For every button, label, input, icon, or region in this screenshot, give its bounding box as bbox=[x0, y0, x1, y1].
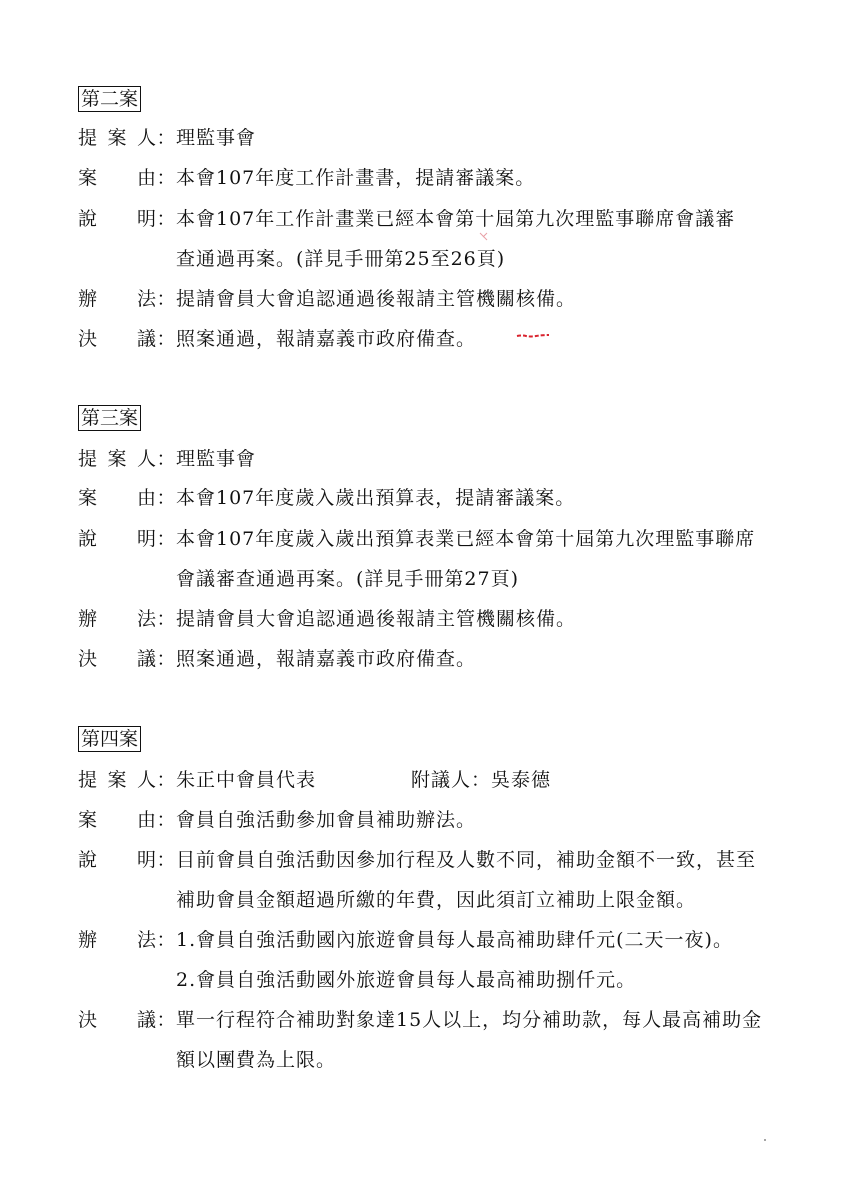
explain-label bbox=[78, 205, 156, 233]
colon: ： bbox=[156, 487, 176, 509]
resolution-label bbox=[78, 645, 156, 673]
label-char: 明 bbox=[136, 849, 156, 871]
colon: ： bbox=[156, 448, 176, 470]
explain-line-1: 目前會員自強活動因參加行程及人數不同，補助金額不一致，甚至 bbox=[176, 849, 757, 871]
explain-label bbox=[78, 525, 156, 553]
explain-line-2: 補助會員金額超過所繳的年費，因此須訂立補助上限金額。 bbox=[176, 889, 697, 911]
proposer-label bbox=[78, 766, 156, 794]
label-char: 決 bbox=[78, 328, 98, 350]
proposer-label bbox=[78, 124, 156, 152]
reason-label bbox=[78, 484, 156, 512]
label-char: 由 bbox=[136, 487, 156, 509]
label-char: 人 bbox=[136, 127, 156, 149]
seconder-value: 附議人：吳泰德 bbox=[411, 769, 552, 791]
colon: ： bbox=[156, 167, 176, 189]
faint-red-check-mark bbox=[478, 230, 490, 242]
explain-label bbox=[78, 846, 156, 874]
label-char: 案 bbox=[78, 809, 98, 831]
resolution-line-1: 照案通過，報請嘉義市政府備查。 bbox=[176, 328, 477, 350]
label-char: 案 bbox=[107, 127, 127, 149]
resolution-line-2: 額以團費為上限。 bbox=[176, 1049, 337, 1071]
proposer-value: 理監事會 bbox=[176, 448, 257, 470]
label-char: 說 bbox=[78, 528, 98, 550]
label-char: 提 bbox=[78, 448, 98, 470]
reason-label bbox=[78, 164, 156, 192]
label-char: 議 bbox=[136, 648, 156, 670]
colon: ： bbox=[156, 288, 176, 310]
colon: ： bbox=[156, 849, 176, 871]
resolution-label bbox=[78, 1006, 156, 1034]
resolution-label bbox=[78, 325, 156, 353]
colon: ： bbox=[156, 648, 176, 670]
colon: ： bbox=[156, 208, 176, 230]
label-char: 決 bbox=[78, 1009, 98, 1031]
colon: ： bbox=[156, 929, 176, 951]
label-char: 議 bbox=[136, 328, 156, 350]
label-char: 由 bbox=[136, 167, 156, 189]
method-line-1: 1.會員自強活動國內旅遊會員每人最高補助肆仟元(二天一夜)。 bbox=[176, 929, 733, 951]
label-char: 辦 bbox=[78, 288, 98, 310]
method-label bbox=[78, 926, 156, 954]
method-line-2: 2.會員自強活動國外旅遊會員每人最高補助捌仟元。 bbox=[176, 969, 637, 991]
reason-value: 本會107年度工作計畫書，提請審議案。 bbox=[176, 167, 536, 189]
label-char: 說 bbox=[78, 208, 98, 230]
label-char: 法 bbox=[136, 608, 156, 630]
label-char: 提 bbox=[78, 127, 98, 149]
reason-value: 本會107年度歲入歲出預算表，提請審議案。 bbox=[176, 487, 576, 509]
scan-dot bbox=[764, 1139, 766, 1141]
case-title: 第三案 bbox=[78, 405, 141, 431]
label-char: 決 bbox=[78, 648, 98, 670]
label-char: 由 bbox=[136, 809, 156, 831]
label-char: 辦 bbox=[78, 929, 98, 951]
label-char: 人 bbox=[136, 448, 156, 470]
label-char: 辦 bbox=[78, 608, 98, 630]
label-char: 說 bbox=[78, 849, 98, 871]
explain-line-2: 會議審查通過再案。(詳見手冊第27頁) bbox=[176, 568, 520, 590]
case-title: 第二案 bbox=[78, 86, 141, 112]
proposer-value: 理監事會 bbox=[176, 127, 257, 149]
label-char: 明 bbox=[136, 208, 156, 230]
method-label bbox=[78, 285, 156, 313]
colon: ： bbox=[156, 1009, 176, 1031]
reason-value: 會員自強活動參加會員補助辦法。 bbox=[176, 809, 477, 831]
red-ink-mark bbox=[516, 334, 550, 338]
explain-line-1: 本會107年工作計畫業已經本會第十屆第九次理監事聯席會議審 bbox=[176, 208, 736, 230]
colon: ： bbox=[156, 809, 176, 831]
explain-line-1: 本會107年度歲入歲出預算表業已經本會第十屆第九次理監事聯席 bbox=[176, 528, 756, 550]
resolution-line-1: 單一行程符合補助對象達15人以上，均分補助款，每人最高補助金 bbox=[176, 1009, 763, 1031]
proposer-value: 朱正中會員代表 bbox=[176, 769, 317, 791]
proposer-label bbox=[78, 445, 156, 473]
label-char: 提 bbox=[78, 769, 98, 791]
label-char: 案 bbox=[107, 769, 127, 791]
label-char: 案 bbox=[107, 448, 127, 470]
case-title: 第四案 bbox=[78, 726, 141, 752]
colon: ： bbox=[156, 769, 176, 791]
label-char: 法 bbox=[136, 288, 156, 310]
label-char: 案 bbox=[78, 487, 98, 509]
label-char: 明 bbox=[136, 528, 156, 550]
colon: ： bbox=[156, 127, 176, 149]
label-char: 法 bbox=[136, 929, 156, 951]
label-char: 案 bbox=[78, 167, 98, 189]
method-label bbox=[78, 605, 156, 633]
reason-label bbox=[78, 806, 156, 834]
colon: ： bbox=[156, 528, 176, 550]
resolution-line-1: 照案通過，報請嘉義市政府備查。 bbox=[176, 648, 477, 670]
explain-line-2: 查通過再案。(詳見手冊第25至26頁) bbox=[176, 248, 506, 270]
label-char: 議 bbox=[136, 1009, 156, 1031]
method-line-1: 提請會員大會追認通過後報請主管機關核備。 bbox=[176, 288, 577, 310]
label-char: 人 bbox=[136, 769, 156, 791]
method-line-1: 提請會員大會追認通過後報請主管機關核備。 bbox=[176, 608, 577, 630]
colon: ： bbox=[156, 608, 176, 630]
colon: ： bbox=[156, 328, 176, 350]
